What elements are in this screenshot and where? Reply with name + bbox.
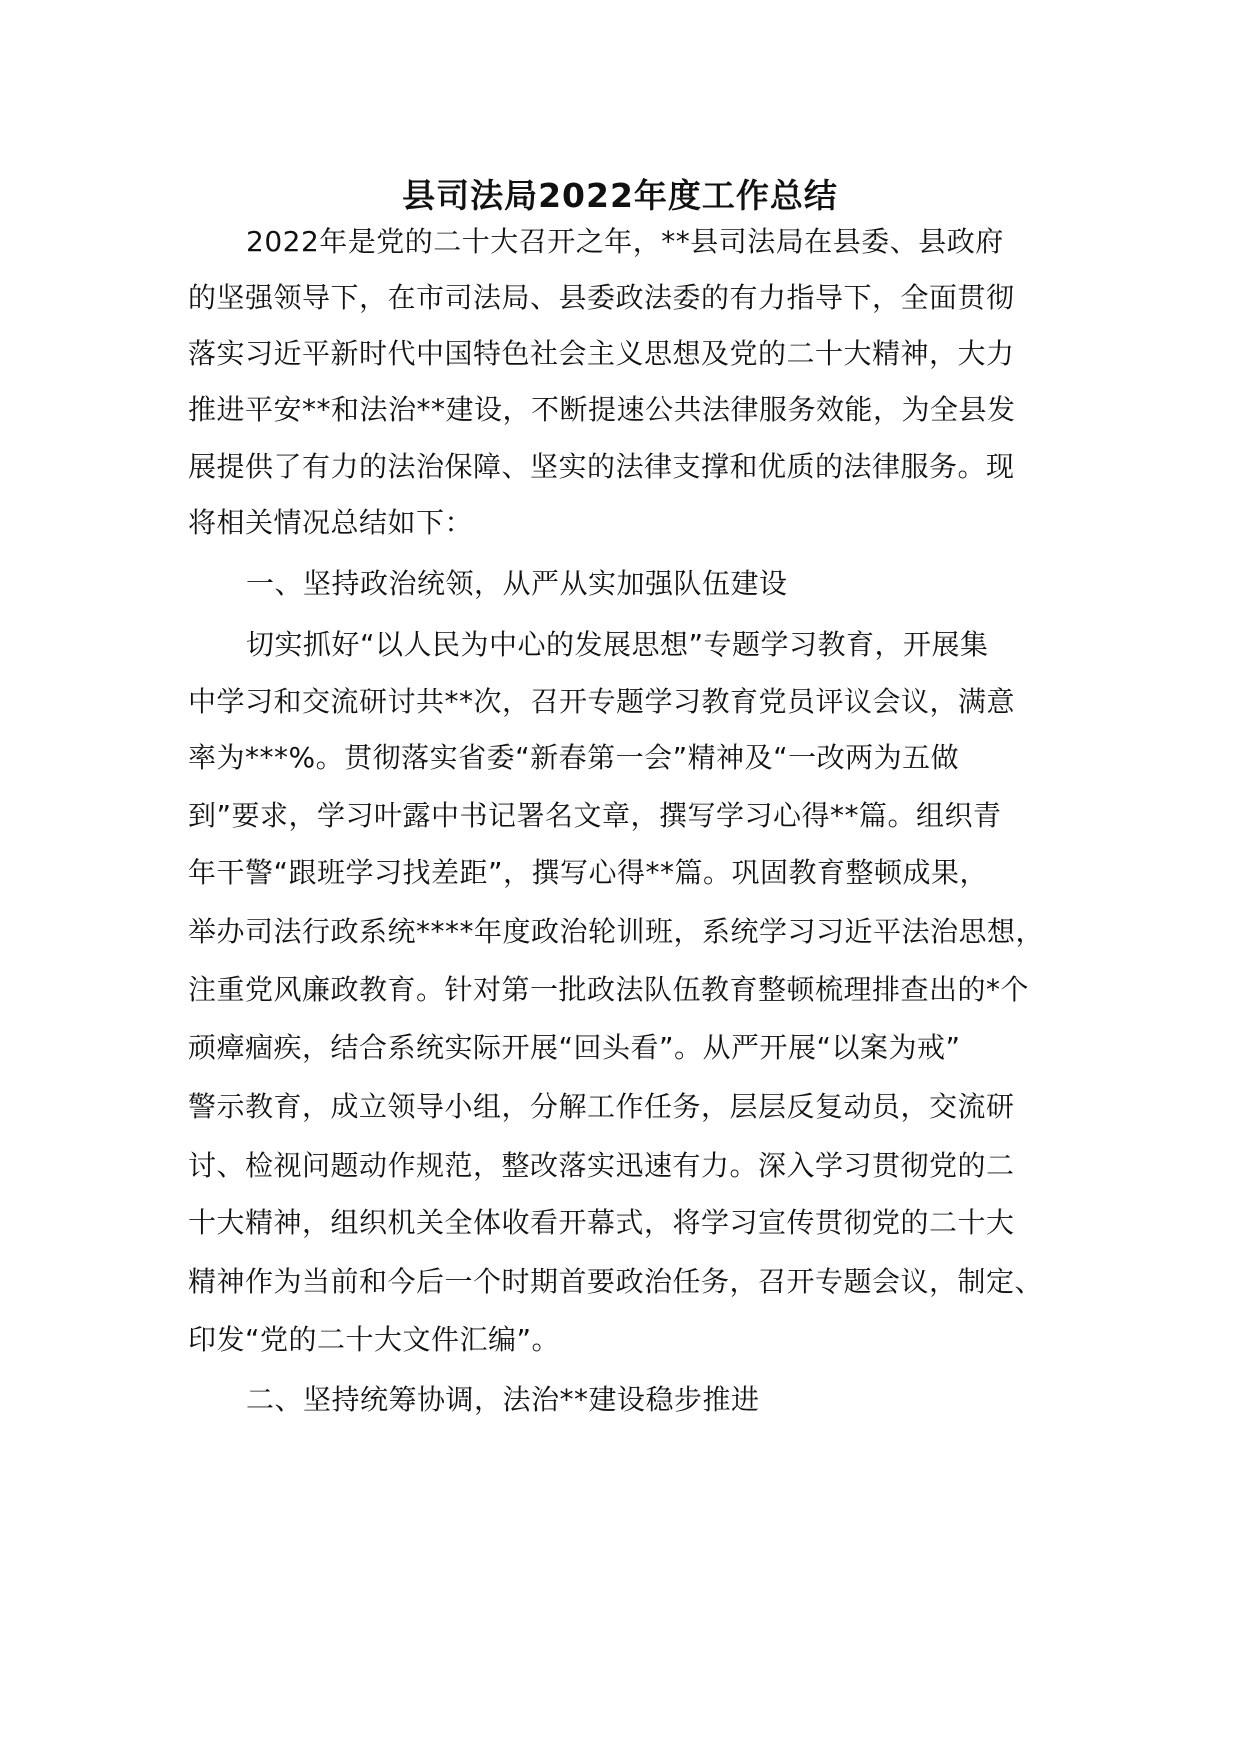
paragraph-line: 精神作为当前和今后一个时期首要政治任务，召开专题会议，制定、 bbox=[188, 1265, 1044, 1298]
paragraph-line: 的坚强领导下，在市司法局、县委政法委的有力指导下，全面贯彻 bbox=[188, 281, 1015, 314]
paragraph-line: 年干警“跟班学习找差距”，撰写心得**篇。巩固教育整顿成果， bbox=[188, 856, 989, 889]
paragraph-line: 讨、检视问题动作规范，整改落实迅速有力。深入学习贯彻党的二 bbox=[188, 1149, 1015, 1182]
paragraph-line: 警示教育，成立领导小组，分解工作任务，层层反复动员，交流研 bbox=[188, 1090, 1015, 1123]
document-title: 县司法局2022年度工作总结 bbox=[402, 176, 838, 215]
section-heading: 一、坚持政治统领，从严从实加强队伍建设 bbox=[246, 567, 788, 600]
paragraph-line: 到”要求，学习叶露中书记署名文章，撰写学习心得**篇。组织青 bbox=[188, 799, 1002, 832]
paragraph-line: 推进平安**和法治**建设，不断提速公共法律服务效能，为全县发 bbox=[188, 393, 1016, 426]
paragraph-line: 展提供了有力的法治保障、坚实的法律支撑和优质的法律服务。现 bbox=[188, 450, 1015, 483]
paragraph-line: 举办司法行政系统****年度政治轮训班，系统学习习近平法治思想， bbox=[188, 915, 1045, 948]
paragraph-line: 率为***%。贯彻落实省委“新春第一会”精神及“一改两为五做 bbox=[188, 741, 960, 774]
paragraph-line: 切实抓好“以人民为中心的发展思想”专题学习教育，开展集 bbox=[246, 628, 989, 661]
paragraph-line: 中学习和交流研讨共**次，召开专题学习教育党员评议会议，满意 bbox=[188, 685, 1016, 718]
paragraph-line: 将相关情况总结如下： bbox=[188, 506, 474, 539]
paragraph-line: 注重党风廉政教育。针对第一批政法队伍教育整顿梳理排查出的*个 bbox=[188, 973, 1030, 1006]
paragraph-line: 十大精神，组织机关全体收看开幕式，将学习宣传贯彻党的二十大 bbox=[188, 1206, 1015, 1239]
paragraph-line: 顽瘴痼疾，结合系统实际开展“回头看”。从严开展“以案为戒” bbox=[188, 1031, 961, 1064]
paragraph-line: 落实习近平新时代中国特色社会主义思想及党的二十大精神，大力 bbox=[188, 337, 1015, 370]
section-heading: 二、坚持统筹协调，法治**建设稳步推进 bbox=[246, 1383, 760, 1416]
paragraph-line: 印发“党的二十大文件汇编”。 bbox=[188, 1323, 561, 1356]
paragraph-line: 2022年是党的二十大召开之年，**县司法局在县委、县政府 bbox=[246, 225, 1004, 258]
